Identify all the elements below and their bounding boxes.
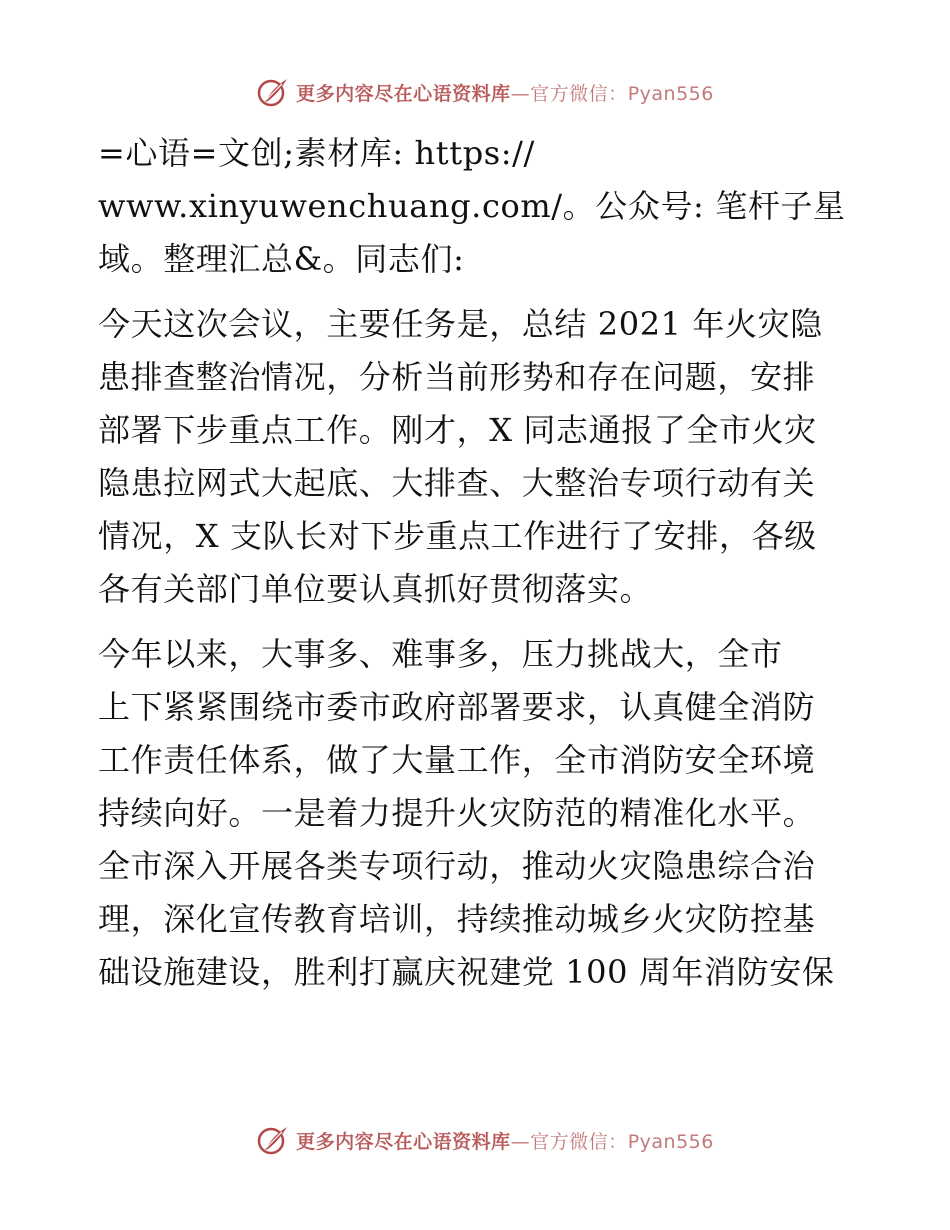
text-line: www.xinyuwenchuang.com/。公众号: 笔杆子星 bbox=[98, 187, 846, 225]
text-line: 上下紧紧围绕市委市政府部署要求，认真健全消防 bbox=[98, 688, 816, 726]
header-banner bbox=[0, 72, 950, 112]
banner-wechat-label: 官方微信： bbox=[530, 82, 628, 105]
text-line: 理，深化宣传教育培训，持续推动城乡火灾防控基 bbox=[98, 900, 816, 938]
text-line: 情况，X 支队长对下步重点工作进行了安排，各级 bbox=[98, 517, 817, 555]
banner-separator: — bbox=[510, 1130, 531, 1153]
text-line: 域。整理汇总&。同志们: bbox=[98, 240, 465, 278]
banner-wechat-id: Pyan556 bbox=[627, 82, 714, 105]
paragraph-achievements bbox=[98, 628, 858, 999]
text-line: 隐患拉网式大起底、大排查、大整治专项行动有关 bbox=[98, 464, 816, 502]
banner-main-text: 更多内容尽在心语资料库 bbox=[296, 1130, 511, 1153]
paragraph-meeting-purpose bbox=[98, 298, 858, 616]
banner-wechat-id: Pyan556 bbox=[627, 1130, 714, 1153]
paragraph-intro bbox=[98, 127, 858, 286]
banner-separator: — bbox=[510, 82, 531, 105]
feather-logo-icon bbox=[256, 75, 290, 109]
text-line: 部署下步重点工作。刚才，X 同志通报了全市火灾 bbox=[98, 411, 817, 449]
feather-logo-icon bbox=[256, 1123, 290, 1157]
text-line: 患排查整治情况，分析当前形势和存在问题，安排 bbox=[98, 358, 816, 396]
text-line: 础设施建设，胜利打赢庆祝建党 100 周年消防安保 bbox=[98, 953, 835, 991]
text-line: 工作责任体系，做了大量工作，全市消防安全环境 bbox=[98, 741, 816, 779]
banner-wechat-label: 官方微信： bbox=[530, 1130, 628, 1153]
text-line: 持续向好。一是着力提升火灾防范的精准化水平。 bbox=[98, 794, 816, 832]
text-line: 今年以来，大事多、难事多，压力挑战大，全市 bbox=[98, 635, 783, 673]
text-line: 各有关部门单位要认真抓好贯彻落实。 bbox=[98, 570, 653, 608]
text-line: =心语=文创;素材库: https:// bbox=[98, 134, 535, 172]
text-line: 全市深入开展各类专项行动，推动火灾隐患综合治 bbox=[98, 847, 816, 885]
banner-main-text: 更多内容尽在心语资料库 bbox=[296, 82, 511, 105]
footer-banner bbox=[0, 1120, 950, 1160]
document-body bbox=[98, 127, 858, 999]
text-line: 今天这次会议，主要任务是，总结 2021 年火灾隐 bbox=[98, 305, 823, 343]
